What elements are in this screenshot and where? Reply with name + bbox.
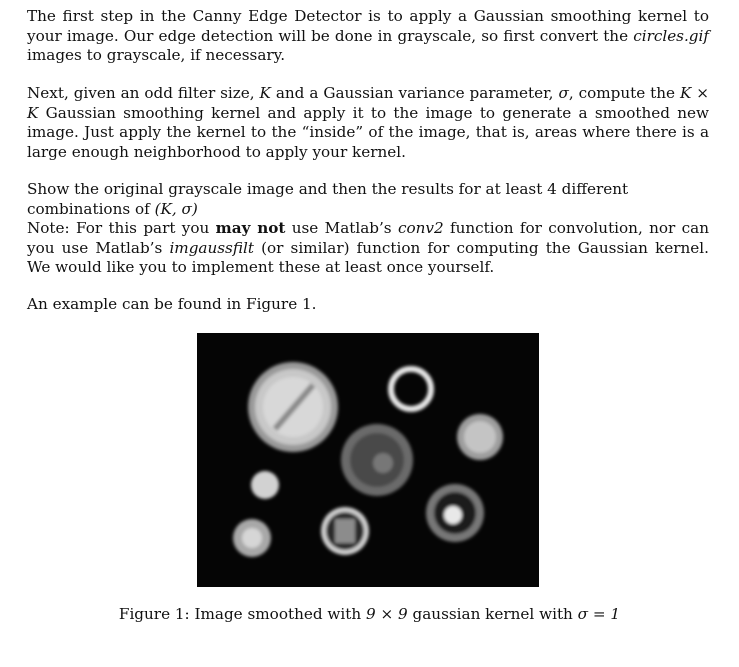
symbol-k-sigma: (K, σ) bbox=[154, 199, 198, 218]
paragraph-kernel: Next, given an odd filter size, K and a Gaussian variance parameter, σ, compute the K × K Gaussian smoothing kernel and apply it to the image to generate a smoothed new image. Just apply the kernel to the “inside” of the image, that is, areas where there is a large enough neighborhood to apply your kernel. bbox=[27, 84, 709, 161]
emphasis-may-not: may not bbox=[215, 219, 286, 237]
filename-circles: circles.gif bbox=[633, 26, 709, 45]
paragraph-intro: The first step in the Canny Edge Detector is to apply a Gaussian smoothing kernel to your image. Our edge detection will be done in grayscale, so first convert the circles.gif images to grayscale, if necessary. bbox=[27, 7, 709, 64]
function-conv2: conv2 bbox=[397, 219, 444, 237]
function-imgaussfilt: imgaussfilt bbox=[169, 238, 254, 257]
figure-caption: Figure 1: Image smoothed with 9 × 9 gaussian kernel with σ = 1 bbox=[118, 605, 621, 623]
paragraph-show: Show the original grayscale image and then the results for at least 4 different combinations of (K, σ) bbox=[27, 180, 629, 218]
symbol-k: K bbox=[259, 84, 271, 102]
paragraph-example: An example can be found in Figure 1. bbox=[27, 295, 317, 313]
figure-smoothed-circles bbox=[197, 333, 539, 587]
smoothed-circles-image bbox=[197, 333, 539, 587]
symbol-kxk: K × K bbox=[27, 84, 709, 122]
paragraph-note: Note: For this part you may not use Matlab’s conv2 function for convolution, nor can you use Matlab’s imgaussfilt (or similar) function for computing the Gaussian kernel. We would like you to implement these at least once yourself. bbox=[27, 219, 709, 276]
symbol-sigma: σ bbox=[558, 84, 569, 102]
